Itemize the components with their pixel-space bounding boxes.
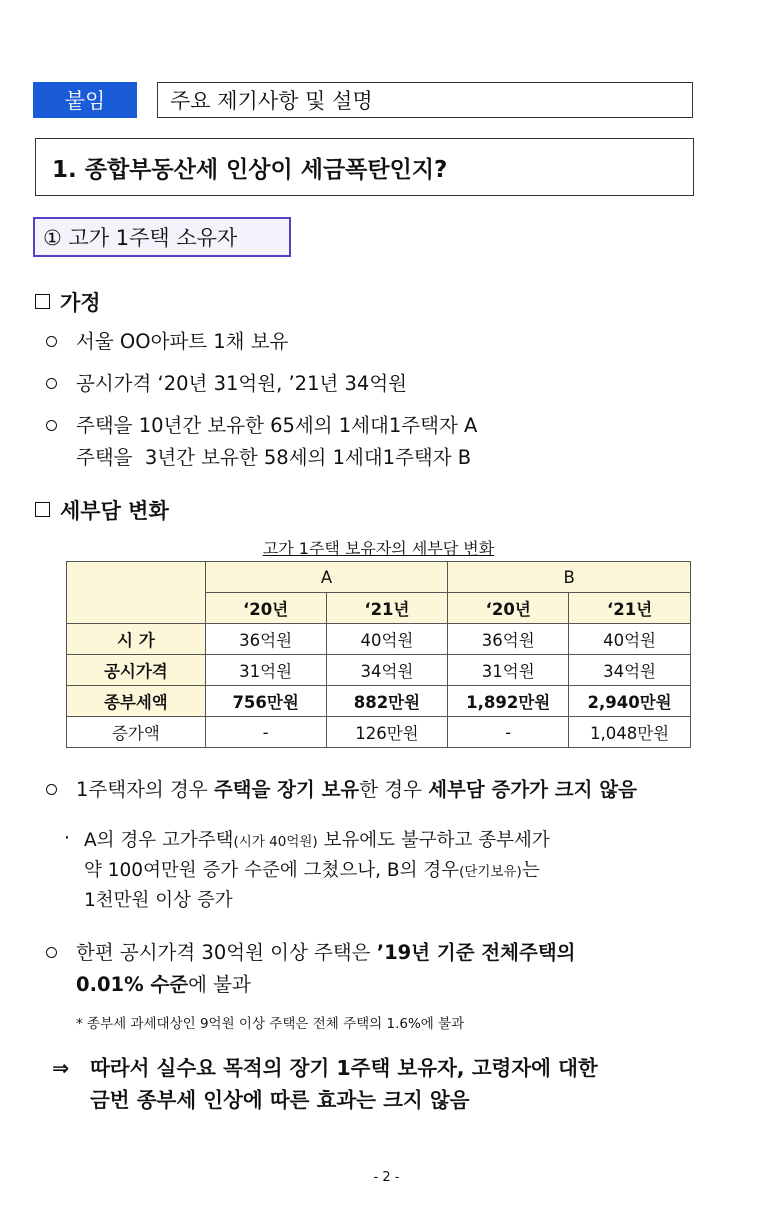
table-cell: - [448,717,569,748]
table-corner-cell [67,562,206,624]
point-long-term: 1주택자의 경우 주택을 장기 보유한 경우 세부담 증가가 크지 않음 [46,774,706,806]
point-high-value-ratio: 한편 공시가격 30억원 이상 주택은 ’19년 기준 전체주택의 [46,937,706,969]
assumptions-heading: 가정 [35,287,101,317]
year-header: ‘21년 [326,593,448,624]
detail-line: 1천만원 이상 증가 [84,890,233,911]
table-cell: 756만원 [205,686,326,717]
row-label: 공시가격 [67,655,206,686]
conclusion-line: 금번 종부세 인상에 따른 효과는 크지 않음 [90,1088,470,1112]
year-header: ‘21년 [569,593,691,624]
subsection-label: ① 고가 1주택 소유자 [33,217,291,257]
table-cell: 34억원 [569,655,691,686]
row-label: 증가액 [67,717,206,748]
table-cell: 2,940만원 [569,686,691,717]
circle-bullet-icon [46,420,57,431]
table-cell: 1,048만원 [569,717,691,748]
table-cell: 36억원 [448,624,569,655]
table-caption: 고가 1주택 보유자의 세부담 변화 [262,539,495,558]
year-header: ‘20년 [448,593,569,624]
circle-bullet-icon [46,784,57,795]
table-cell: 1,892만원 [448,686,569,717]
table-cell: 31억원 [448,655,569,686]
point-high-value-ratio-cont: 0.01% 수준에 불과 [76,973,251,996]
circle-bullet-icon [46,378,57,389]
assumption-item: 주택을 10년간 보유한 65세의 1세대1주택자 A [46,410,706,442]
conclusion-line: 따라서 실수요 목적의 장기 1주택 보유자, 고령자에 대한 [90,1056,598,1080]
table-cell: 40억원 [326,624,448,655]
row-label: 시 가 [67,624,206,655]
table-cell: 31억원 [205,655,326,686]
table-row [67,717,691,748]
table-header-row [67,562,691,593]
circle-bullet-icon [46,947,57,958]
group-header-a: A [205,562,448,593]
detail-line: 약 100여만원 증가 수준에 그쳤으나, B의 경우(단기보유)는 [84,860,540,881]
table-cell: 126만원 [326,717,448,748]
table-row [67,655,691,686]
attachment-title: 주요 제기사항 및 설명 [157,82,693,118]
table-cell: 40억원 [569,624,691,655]
conclusion-arrow: ⇒ [52,1056,70,1080]
tax-burden-table [66,561,691,748]
section-title: 1. 종합부동산세 인상이 세금폭탄인지? [35,138,694,196]
assumption-item-continued: 주택을 3년간 보유한 58세의 1세대1주택자 B [76,446,472,469]
page-number: - 2 - [373,1170,400,1185]
assumption-item: 서울 OO아파트 1채 보유 [46,326,706,358]
attachment-badge: 붙임 [33,82,137,118]
group-header-b: B [448,562,691,593]
row-label: 종부세액 [67,686,206,717]
table-cell: 882만원 [326,686,448,717]
table-cell: 36억원 [205,624,326,655]
table-cell: 34억원 [326,655,448,686]
table-row [67,686,691,717]
assumption-item: 공시가격 ‘20년 31억원, ’21년 34억원 [46,368,706,400]
circle-bullet-icon [46,336,57,347]
table-row [67,624,691,655]
square-bullet-icon [35,294,50,309]
table-cell: - [205,717,326,748]
footnote: * 종부세 과세대상인 9억원 이상 주택은 전체 주택의 1.6%에 불과 [76,1016,465,1032]
detail-line: · A의 경우 고가주택(시가 40억원) 보유에도 불구하고 종부세가 [64,828,550,851]
tax-change-heading: 세부담 변화 [35,495,169,525]
square-bullet-icon [35,502,50,517]
year-header: ‘20년 [205,593,326,624]
